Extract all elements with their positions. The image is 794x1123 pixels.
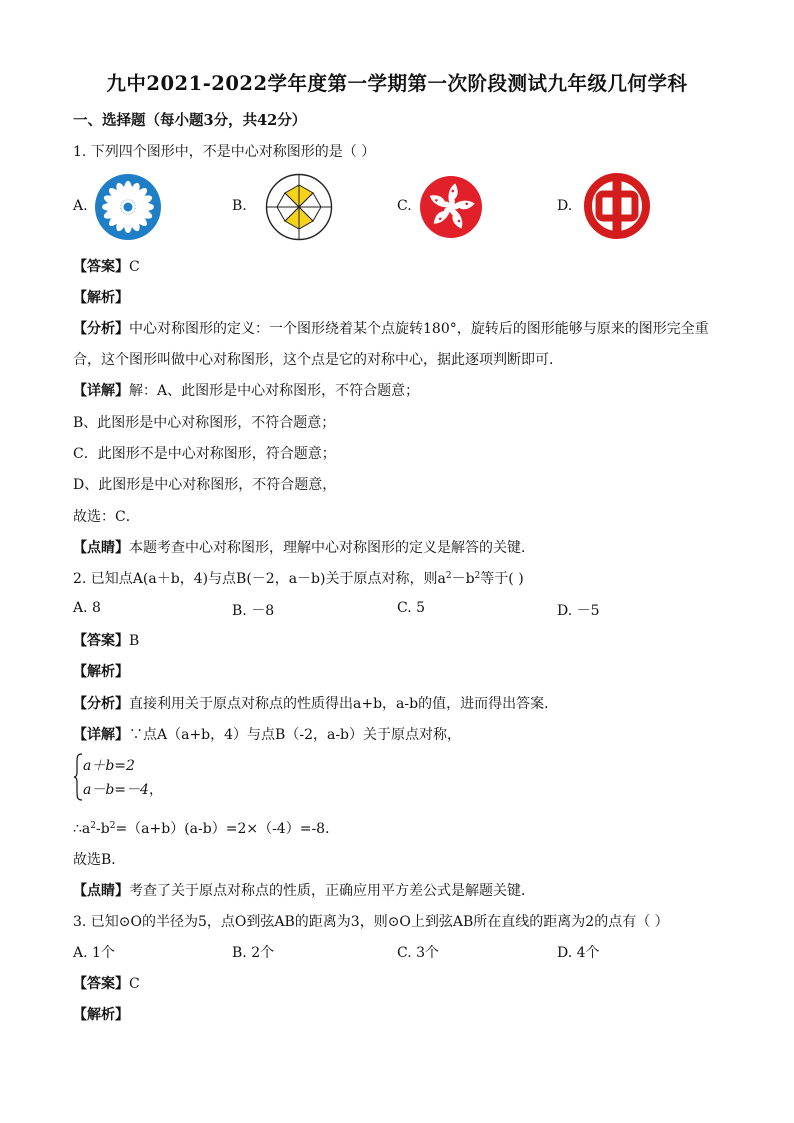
answer-tag: 【答案】 bbox=[73, 259, 129, 275]
fenxi-text: 中心对称图形的定义：一个图形绕着某个点旋转180°，旋转后的图形能够与原来的图形完全重 bbox=[129, 321, 709, 337]
calc-part-c: =（a+b）(a-b）=2×（-4）=-8． bbox=[115, 821, 340, 837]
q1-option-c-label: C. bbox=[397, 198, 412, 214]
detail-text: 解：A、此图形是中心对称图形，不符合题意； bbox=[129, 383, 420, 399]
calc-sup-2: 2 bbox=[109, 821, 116, 831]
answer-tag: 【答案】 bbox=[73, 976, 129, 992]
q1-option-a-label: A. bbox=[73, 198, 88, 214]
q3-answer bbox=[73, 973, 140, 993]
answer-tag: 【答案】 bbox=[73, 633, 129, 649]
detail-text: ∵点A（a+b，4）与点B（-2，a-b）关于原点对称， bbox=[129, 727, 462, 743]
q1-detail-line-3: C．此图形不是中心对称图形，符合题意； bbox=[73, 446, 336, 462]
bauhinia-flag-icon bbox=[419, 175, 483, 239]
calc-part-b: -b bbox=[96, 821, 110, 837]
q2-stem bbox=[73, 568, 524, 588]
bank-of-china-logo-icon bbox=[583, 172, 651, 240]
fenxi-text: 直接利用关于原点对称点的性质得出a+b，a-b的值，进而得出答案． bbox=[129, 696, 559, 712]
fenxi-tag: 【分析】 bbox=[73, 696, 129, 712]
q2-option-b: B. －8 bbox=[232, 603, 275, 619]
equation-row-2-comma: ， bbox=[148, 782, 163, 798]
q2-comment bbox=[73, 880, 535, 900]
q2-stem-sup-2: 2 bbox=[474, 571, 481, 581]
calc-part-a: ∴a bbox=[73, 821, 91, 837]
page-title: 九中2021-2022学年度第一学期第一次阶段测试九年级几何学科 bbox=[106, 72, 688, 95]
equation-row-2 bbox=[83, 779, 163, 799]
q1-detail-line-2: B、此图形是中心对称图形，不符合题意； bbox=[73, 415, 336, 431]
q2-option-d: D. －5 bbox=[557, 603, 600, 619]
pinwheel-icon bbox=[265, 173, 333, 241]
calc-sup-1: 2 bbox=[90, 821, 96, 831]
section-heading: 一、选择题（每小题3分，共42分） bbox=[73, 112, 307, 129]
q2-stem-part-b: －b bbox=[451, 571, 475, 587]
q1-choose: 故选：C． bbox=[73, 509, 140, 525]
detail-tag: 【详解】 bbox=[73, 727, 129, 743]
q2-choose: 故选B． bbox=[73, 852, 126, 868]
comment-tag: 【点睛】 bbox=[73, 540, 129, 556]
comment-text: 考查了关于原点对称点的性质，正确应用平方差公式是解题关键． bbox=[129, 883, 535, 899]
q2-analysis-tag: 【解析】 bbox=[73, 664, 129, 680]
q3-stem: 3. 已知⊙O的半径为5，点O到弦AB的距离为3，则⊙O上到弦AB所在直线的距离为2的点有（ ） bbox=[73, 914, 669, 930]
q2-stem-part-a: 2. 已知点A(a＋b，4)与点B(－2，a－b)关于原点对称，则a bbox=[73, 571, 446, 587]
answer-value: B bbox=[129, 633, 140, 649]
left-brace-icon bbox=[73, 753, 83, 801]
q2-detail bbox=[73, 724, 461, 744]
equation-system bbox=[73, 753, 193, 801]
answer-value: C bbox=[129, 259, 140, 275]
q1-answer bbox=[73, 256, 140, 276]
q1-detail-line-4: D、此图形是中心对称图形，不符合题意， bbox=[73, 477, 337, 493]
q2-fenxi bbox=[73, 693, 558, 713]
q1-option-d-label: D. bbox=[557, 198, 573, 214]
equation-row-2-text: a－b=－4 bbox=[83, 782, 149, 798]
detail-tag: 【详解】 bbox=[73, 383, 129, 399]
q1-option-b-label: B. bbox=[232, 198, 247, 214]
q3-option-d: D. 4个 bbox=[557, 945, 600, 961]
fenxi-tag: 【分析】 bbox=[73, 321, 129, 337]
q3-analysis-tag: 【解析】 bbox=[73, 1007, 129, 1023]
q1-fenxi-line-1 bbox=[73, 318, 709, 338]
q1-fenxi-line-2: 合，这个图形叫做中心对称图形，这个点是它的对称中心，据此逐项判断即可． bbox=[73, 352, 563, 368]
q2-option-c: C. 5 bbox=[397, 600, 426, 616]
chrysanthemum-disk-icon bbox=[94, 173, 162, 241]
comment-tag: 【点睛】 bbox=[73, 883, 129, 899]
answer-value: C bbox=[129, 976, 140, 992]
q1-analysis-tag: 【解析】 bbox=[73, 290, 129, 306]
q1-comment bbox=[73, 537, 535, 557]
q3-option-b: B. 2个 bbox=[232, 945, 275, 961]
q2-calculation bbox=[73, 818, 339, 838]
q3-option-c: C. 3个 bbox=[397, 945, 440, 961]
q2-stem-part-c: 等于( ) bbox=[480, 571, 524, 587]
equation-row-1: a＋b=2 bbox=[83, 758, 135, 774]
comment-text: 本题考查中心对称图形，理解中心对称图形的定义是解答的关键． bbox=[129, 540, 535, 556]
q3-option-a: A. 1个 bbox=[73, 945, 115, 961]
q2-option-a: A. 8 bbox=[73, 600, 101, 616]
q1-detail-line-1 bbox=[73, 380, 419, 400]
q2-stem-sup-1: 2 bbox=[445, 571, 452, 581]
q2-answer bbox=[73, 630, 139, 650]
q1-stem: 1. 下列四个图形中，不是中心对称图形的是（ ） bbox=[73, 144, 376, 160]
